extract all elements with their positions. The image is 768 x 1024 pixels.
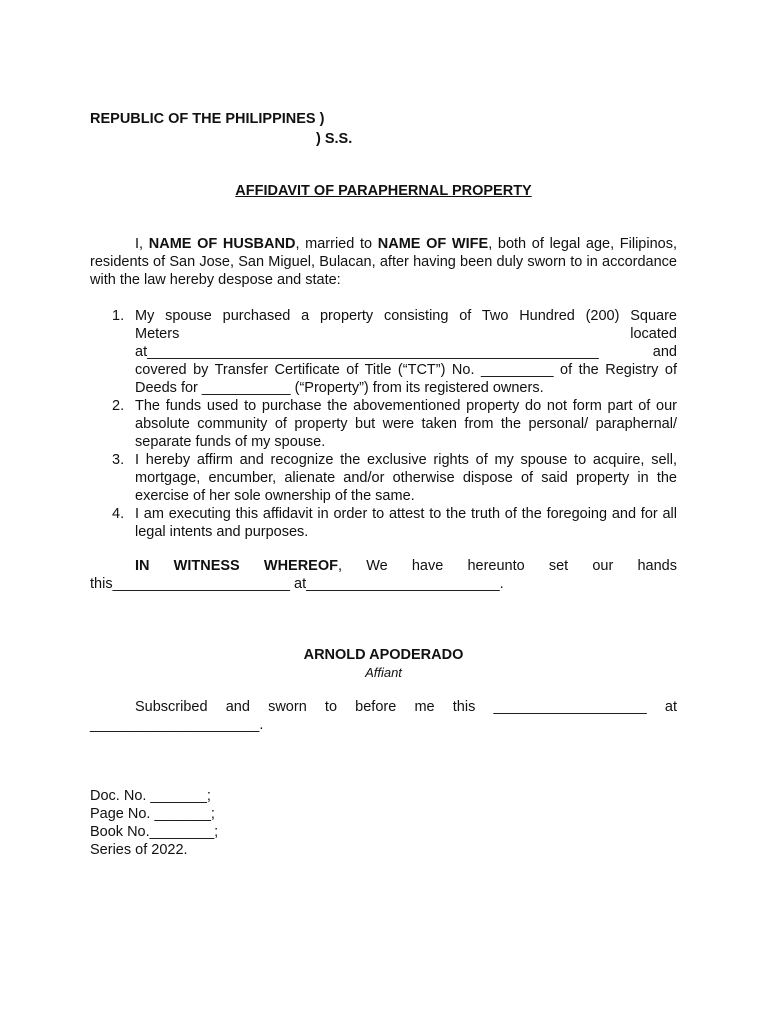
list-item-number: 1. (112, 308, 125, 324)
husband-name: NAME OF HUSBAND (148, 236, 296, 252)
jurat-line2: _____________________. (90, 717, 264, 733)
item1-address-blank: at________________________________________________________ (135, 344, 599, 360)
list-item-number: 4. (112, 506, 125, 522)
notary-details (90, 787, 677, 859)
affiant-label: Affiant (365, 665, 402, 680)
statement-list (90, 307, 677, 541)
jurat-line1: Subscribed and sworn to before me this ___________________ at (135, 699, 677, 715)
witness-whereof: IN WITNESS WHEREOF (135, 558, 338, 574)
intro-part-2: , married to (295, 236, 378, 252)
intro-part-3: , both of legal age, Filipinos, residents of San Jose, San Miguel, Bulacan, after having been duly sworn to in accordance with the law hereby despose and state: (90, 236, 677, 288)
doc-number: Doc. No. _______; (90, 788, 211, 804)
document-title: AFFIDAVIT OF PARAPHERNAL PROPERTY (235, 183, 532, 199)
affiant-name: ARNOLD APODERADO (303, 647, 464, 663)
list-item-number: 3. (112, 452, 125, 468)
item1-line1: My spouse purchased a property consisting of Two Hundred (200) Square (135, 308, 677, 324)
list-item (90, 451, 677, 505)
witness-paragraph (90, 557, 677, 593)
page-number: Page No. _______; (90, 806, 215, 822)
item1-line5: Deeds for ___________ (“Property”) from its registered owners. (135, 380, 544, 396)
venue-republic: REPUBLIC OF THE PHILIPPINES ) (90, 111, 325, 127)
item1-meters: Meters (135, 326, 180, 342)
series-year: Series of 2022. (90, 842, 188, 858)
list-item (90, 397, 677, 451)
jurat-paragraph (90, 698, 677, 734)
witness-date-place: this______________________ at________________________. (90, 576, 504, 592)
venue-ss: ) S.S. (316, 131, 353, 147)
witness-rest: , We have hereunto set our hands (338, 558, 677, 574)
list-item-text: The funds used to purchase the abovementioned property do not form part of our absolute community of property but were taken from the personal/ paraphernal/ separate funds of my spouse. (135, 398, 677, 450)
list-item-number: 2. (112, 398, 125, 414)
item1-and: and (652, 344, 677, 360)
item1-line4: covered by Transfer Certificate of Title (“TCT”) No. _________ of the Registry of (135, 362, 677, 378)
book-number: Book No.________; (90, 824, 219, 840)
list-item (90, 307, 677, 397)
list-item-text: I am executing this affidavit in order to attest to the truth of the foregoing and for all legal intents and purposes. (135, 506, 677, 540)
intro-part-1: I, (135, 236, 149, 252)
item1-located: located (630, 326, 677, 342)
list-item-text: I hereby affirm and recognize the exclusive rights of my spouse to acquire, sell, mortgage, encumber, alienate and/or otherwise dispose of said property in the exercise of her sole ownership of the same. (135, 452, 677, 504)
intro-paragraph (90, 235, 677, 289)
wife-name: NAME OF WIFE (377, 236, 489, 252)
list-item (90, 505, 677, 541)
